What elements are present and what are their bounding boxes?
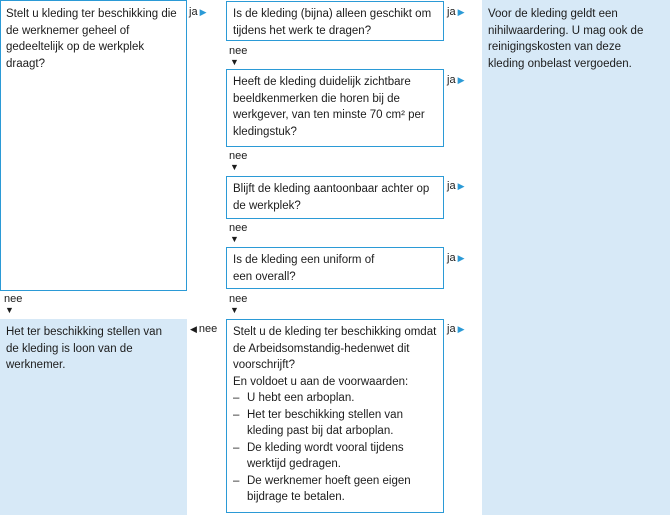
question-1-no-label: nee [229, 45, 248, 57]
final-question-text: Stelt u de kleding ter beschikking omdat de Arbeidsomstandig-hedenwet dit voorschrijft? [233, 326, 437, 371]
question-3-no-label: nee [229, 222, 248, 234]
question-2-no-label: nee [229, 150, 248, 162]
question-1-yes-label: ja ▶ [447, 6, 465, 18]
start-question-box [0, 0, 187, 291]
no-outcome-text: Het ter beschikking stellen van de kleding is loon van de werknemer. [6, 326, 162, 371]
question-3-box [226, 176, 444, 219]
question-3-yes-label: ja ▶ [447, 180, 465, 192]
final-yes-label: ja ▶ [447, 323, 465, 335]
arrow-down-icon: ▼ [230, 162, 239, 172]
yes-outcome-panel [482, 0, 670, 515]
final-question-condition-intro: En voldoet u aan de voorwaarden: [233, 375, 409, 388]
condition-item: – De werknemer hoeft geen eigen bijdrage te betalen. [233, 473, 437, 506]
question-2-box [226, 69, 444, 147]
question-3-text: Blijft de kleding aantoonbaar achter op de werkplek? [233, 183, 430, 212]
condition-item: – De kleding wordt vooral tijdens werktijd gedragen. [233, 440, 437, 473]
question-1-text: Is de kleding (bijna) alleen geschikt om tijdens het werk te dragen? [233, 8, 432, 37]
question-1-box [226, 1, 444, 41]
question-4-no-label: nee [229, 293, 248, 305]
arrow-right-icon: ▶ [457, 253, 465, 263]
question-2-text: Heeft de kleding duidelijk zichtbare beeldkenmerken die horen bij de werkgever, van ten minste 70 cm² per kledingstuk? [233, 76, 425, 138]
arrow-left-icon: ◀ [190, 324, 197, 334]
question-4-box [226, 247, 444, 289]
arrow-right-icon: ▶ [457, 7, 465, 17]
arrow-right-icon: ▶ [457, 324, 465, 334]
yes-outcome-text: Voor de kleding geldt een nihilwaardering. U mag ook de reinigingskosten van deze kleding onbelast vergoeden. [488, 8, 644, 70]
final-question-box [226, 319, 444, 513]
final-no-label: ◀ nee [190, 323, 218, 335]
condition-item: – U hebt een arboplan. [233, 390, 437, 407]
question-4-text: Is de kleding een uniform of een overall? [233, 254, 375, 283]
question-4-yes-label: ja ▶ [447, 252, 465, 264]
arrow-right-icon: ▶ [457, 181, 465, 191]
arrow-right-icon: ▶ [457, 75, 465, 85]
arrow-down-icon: ▼ [5, 305, 14, 315]
question-2-yes-label: ja ▶ [447, 74, 465, 86]
conditions-list [233, 390, 437, 506]
arrow-down-icon: ▼ [230, 234, 239, 244]
condition-item: – Het ter beschikking stellen van kleding past bij dat arboplan. [233, 407, 437, 440]
start-yes-label: ja ▶ [189, 6, 207, 18]
start-question-text: Stelt u kleding ter beschikking die de werknemer geheel of gedeeltelijk op de werkplek draagt? [6, 8, 177, 70]
arrow-right-icon: ▶ [199, 7, 207, 17]
arrow-down-icon: ▼ [230, 57, 239, 67]
arrow-down-icon: ▼ [230, 305, 239, 315]
start-no-label: nee [4, 293, 23, 305]
